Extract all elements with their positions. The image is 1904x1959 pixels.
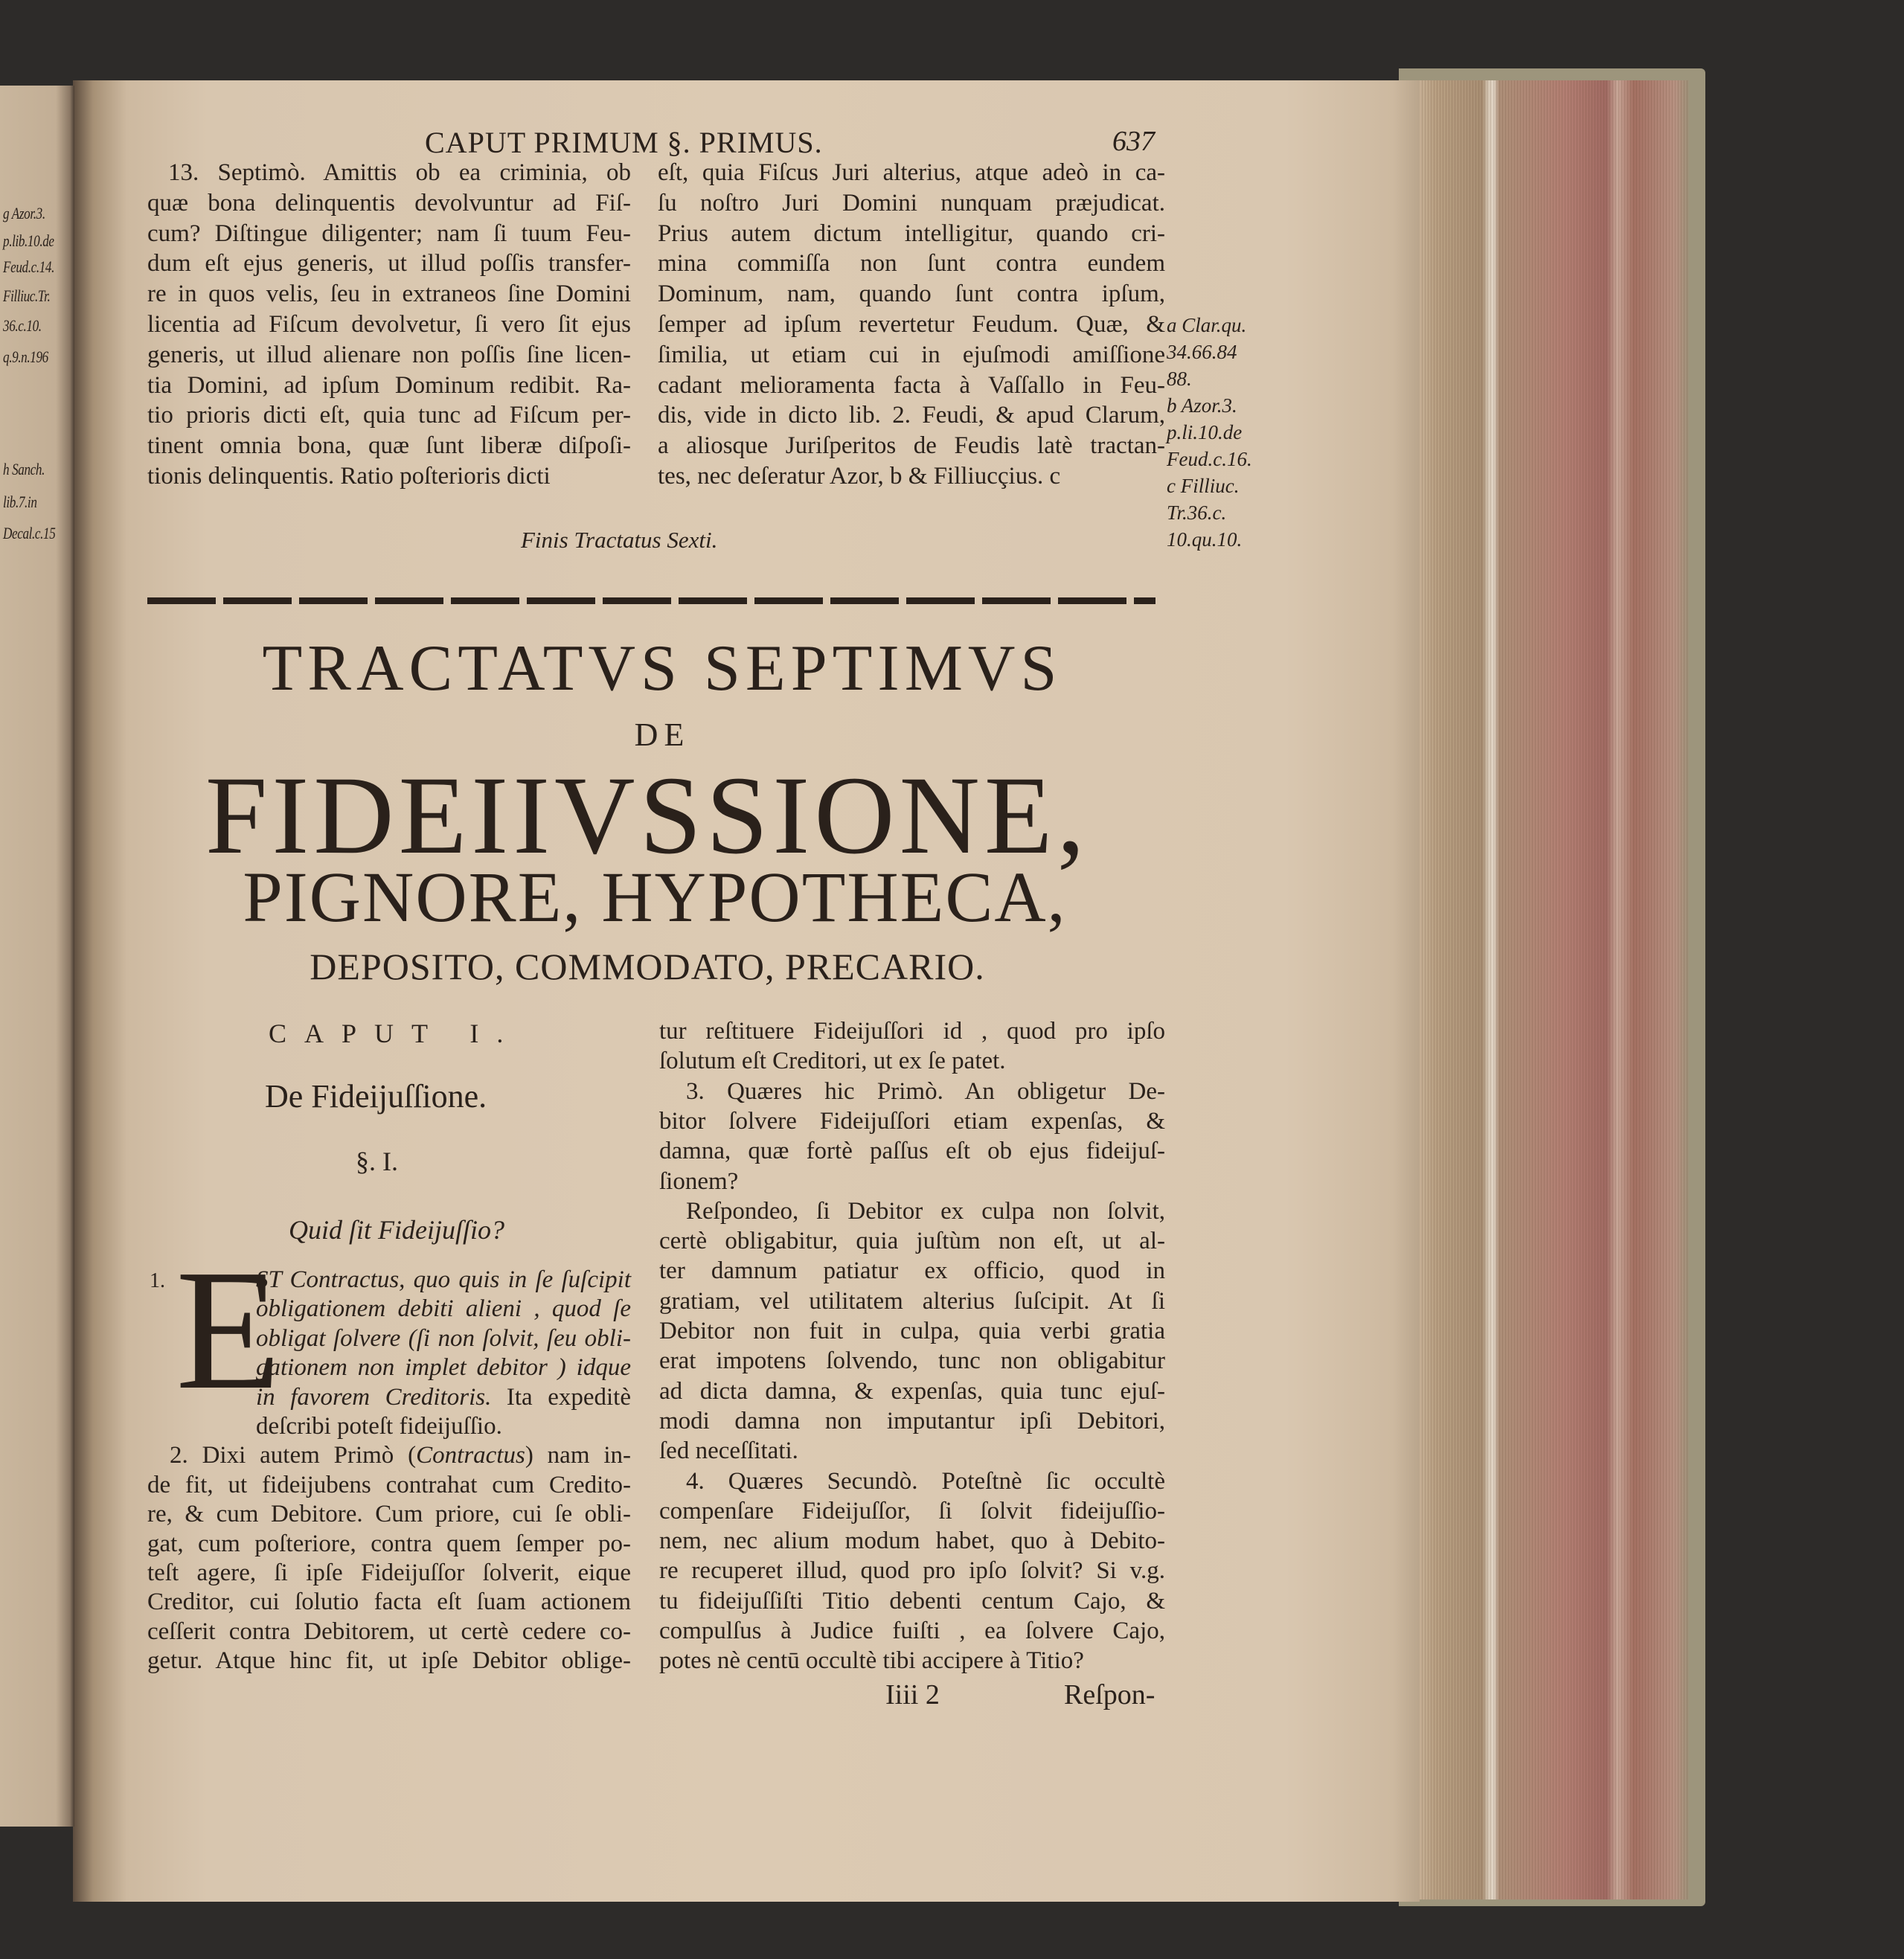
text-roman: Ita expeditè [491,1384,631,1411]
text-line: eſt, quia Fiſcus Juri alterius, atque adeò in ca- [658,159,1165,186]
text-line: gat, cum poſteriore, contra quem ſemper po- [147,1530,631,1557]
text-line: re, & cum Debitore. Cum priore, cui ſe obli- [147,1501,631,1527]
text-line [170,1442,631,1469]
text-line: tinent omnia bona, quæ ſunt liberæ diſpoſi- [147,432,631,460]
text-line: quæ bona delinquentis devolvuntur ad Fiſ- [147,189,631,217]
text-line: Creditor, cui ſolutio facta eſt ſuam actionem [147,1588,631,1615]
margin-note: Decal.c.15 [3,524,56,542]
margin-note: q.9.n.196 [3,347,48,366]
text-line: ter damnum patiatur ex officio, quod in [659,1257,1165,1285]
margin-note: Feud.c.14. [3,257,55,276]
text-line: de fit, ut fideijubens contrahat cum Credito- [147,1472,631,1498]
text-line: ſemper ad ipſum revertetur Feudum. Quæ, & [658,311,1165,338]
title-line-1: TRACTATVS SEPTIMVS [262,632,1062,705]
text-line: 4. Quæres Secundò. Poteſtnè ſic occultè [686,1467,1165,1495]
text-line: Prius autem dictum intelligitur, quando cri- [658,219,1165,247]
margin-note: c Filliuc. [1167,475,1240,497]
paragraph-number: 1. [150,1269,165,1292]
margin-note: 10.qu.10. [1167,528,1243,551]
signature-mark: Iiii 2 [885,1679,940,1710]
text-line: deſcribi poteſt fideijuſſio. [256,1413,502,1440]
text-line: getur. Atque hinc fit, ut ipſe Debitor oblige- [147,1647,631,1674]
margin-note: h Sanch. [3,460,45,478]
title-line-2: DE [634,716,690,753]
text-line: ST Contractus, quo quis in ſe ſuſcipit [256,1266,631,1293]
text-line: Reſpondeo, ſi Debitor ex culpa non ſolvit, [686,1197,1165,1225]
text-line: mina commiſſa non ſunt contra eundem [658,250,1165,278]
chapter-number: CAPUT I. [269,1019,522,1048]
section-divider-rule [147,597,1155,604]
title-line-5: DEPOSITO, COMMODATO, PRECARIO. [310,946,985,987]
end-of-treatise-note: Finis Tractatus Sexti. [521,527,718,553]
text-line: obligat ſolvere (ſi non ſolvit, ſeu obli- [256,1325,631,1352]
margin-note: Feud.c.16. [1167,448,1252,470]
text-line: gationem non implet debitor ) idque [256,1354,631,1381]
title-line-3: FIDEIIVSSIONE, [205,754,1090,877]
title-line-4: PIGNORE, HYPOTHECA, [243,857,1067,937]
text-line: certè obligabitur, quia juſtùm non eſt, ut al- [659,1228,1165,1255]
text-line: nem, nec alium modum habet, quo à Debito- [659,1527,1165,1555]
text-line: 13. Septimò. Amittis ob ea criminia, ob [168,159,631,186]
text-line: re recuperet illud, quod pro ipſo ſolvit? Si v.g. [659,1557,1165,1585]
margin-note: 34.66.84 [1167,341,1237,363]
text-line: cadant melioramenta facta à Vaſſallo in Feu- [658,371,1165,399]
text-line: tionis delinquentis. Ratio poſterioris dicti [147,463,551,490]
text-line: generis, ut illud alienare non poſſis ſine licen- [147,341,631,368]
text-line: ſimilia, ut etiam cui in ejuſmodi amiſſione [658,341,1165,368]
text-line: teſt agere, ſi ipſe Fideijuſſor ſolverit, eique [147,1559,631,1586]
text-line: gratiam, vel utilitatem alterius ſuſcipit. At ſi [659,1287,1165,1315]
left-page [0,86,74,1827]
text-line: tur reſtituere Fideijuſſori id , quod pro ipſo [659,1018,1165,1045]
text-line: cum? Diſtingue diligenter; nam ſi tuum Feu- [147,219,631,247]
text-line: dis, vide in dicto lib. 2. Feudi, & apud Clarum, [658,402,1165,429]
text-line: damna, quæ fortè paſſus eſt ob ejus fideijuſ- [659,1138,1165,1165]
text-line: ſionem? [659,1167,739,1195]
margin-note: Tr.36.c. [1167,501,1227,524]
drop-cap: E [176,1234,281,1426]
text-line: tes, nec deſeratur Azor, b & Filliucçius. c [658,463,1061,490]
margin-note: b Azor.3. [1167,394,1237,417]
text-line: a aliosque Juriſperitos de Feudis latè tractan- [658,432,1165,460]
text-line [256,1384,631,1411]
text-line: bitor ſolvere Fideijuſſori etiam expenſas, & [659,1107,1165,1135]
catchword: Reſpon- [1064,1679,1155,1710]
margin-note: p.li.10.de [1167,421,1243,443]
text-line: tio prioris dicti eſt, quia tunc ad Fiſcum per- [147,402,631,429]
text-italic: Contractus [416,1442,525,1469]
text-line: potes nè centū occultè tibi accipere à Titio? [659,1647,1084,1675]
chapter-heading: De Fideijuſſione. [265,1078,487,1115]
text-line: Dominum, nam, quando ſunt contra ipſum, [658,280,1165,308]
text-line: ſu noſtro Juri Domini nunquam præjudicat. [658,189,1165,217]
text-line: compenſare Fideijuſſor, ſi ſolvit fideijuſſio- [659,1497,1165,1524]
page-fore-edge [1414,80,1689,1899]
margin-note: lib.7.in [3,493,37,511]
section-question: Quid ſit Fideijuſſio? [289,1215,504,1245]
text-line: 3. Quæres hic Primò. An obligetur De- [686,1077,1165,1105]
margin-note: g Azor.3. [3,204,45,222]
margin-note: 88. [1167,368,1192,390]
text-line: tu fideijuſſiſti Titio debenti centum Cajo, & [659,1587,1165,1615]
text-line: dum eſt ejus generis, ut illud poſſis transfer- [147,250,631,278]
running-head: CAPUT PRIMUM §. PRIMUS. [425,126,823,159]
margin-note: Filliuc.Tr. [3,286,51,305]
text-line: ceſſerit contra Debitorem, ut certè cedere co- [147,1618,631,1645]
margin-note: p.lib.10.de [3,231,54,250]
text-line: compulſus à Judice fuiſti , ea ſolvere Cajo, [659,1617,1165,1644]
text-line: ſolutum eſt Creditori, ut ex ſe patet. [659,1048,1006,1075]
text-line: obligationem debiti alieni , quod ſe [256,1295,631,1322]
page-number: 637 [1112,126,1155,157]
text-line: ad dicta damna, & expenſas, quia tunc ejuſ- [659,1377,1165,1405]
text-roman: 2. Dixi autem Primò ( [170,1442,417,1469]
text-line: re in quos velis, ſeu in extraneos ſine Domini [147,280,631,308]
text-line: modi damna non imputantur ipſi Debitori, [659,1407,1165,1434]
text-roman: ) nam in- [525,1442,631,1469]
text-line: ſed neceſſitati. [659,1437,798,1465]
text-line: erat impotens ſolvendo, tunc non obligabitur [659,1347,1165,1375]
margin-note: a Clar.qu. [1167,314,1247,336]
text-line: tia Domini, ad ipſum Dominum redibit. Ra- [147,371,631,399]
text-italic: in favorem Creditoris. [256,1384,492,1411]
section-number: §. I. [356,1147,398,1176]
text-line: licentia ad Fiſcum devolvetur, ſi vero ſit ejus [147,311,631,338]
margin-note: 36.c.10. [3,316,42,335]
text-line: Debitor non fuit in culpa, quia verbi gratia [659,1318,1165,1344]
